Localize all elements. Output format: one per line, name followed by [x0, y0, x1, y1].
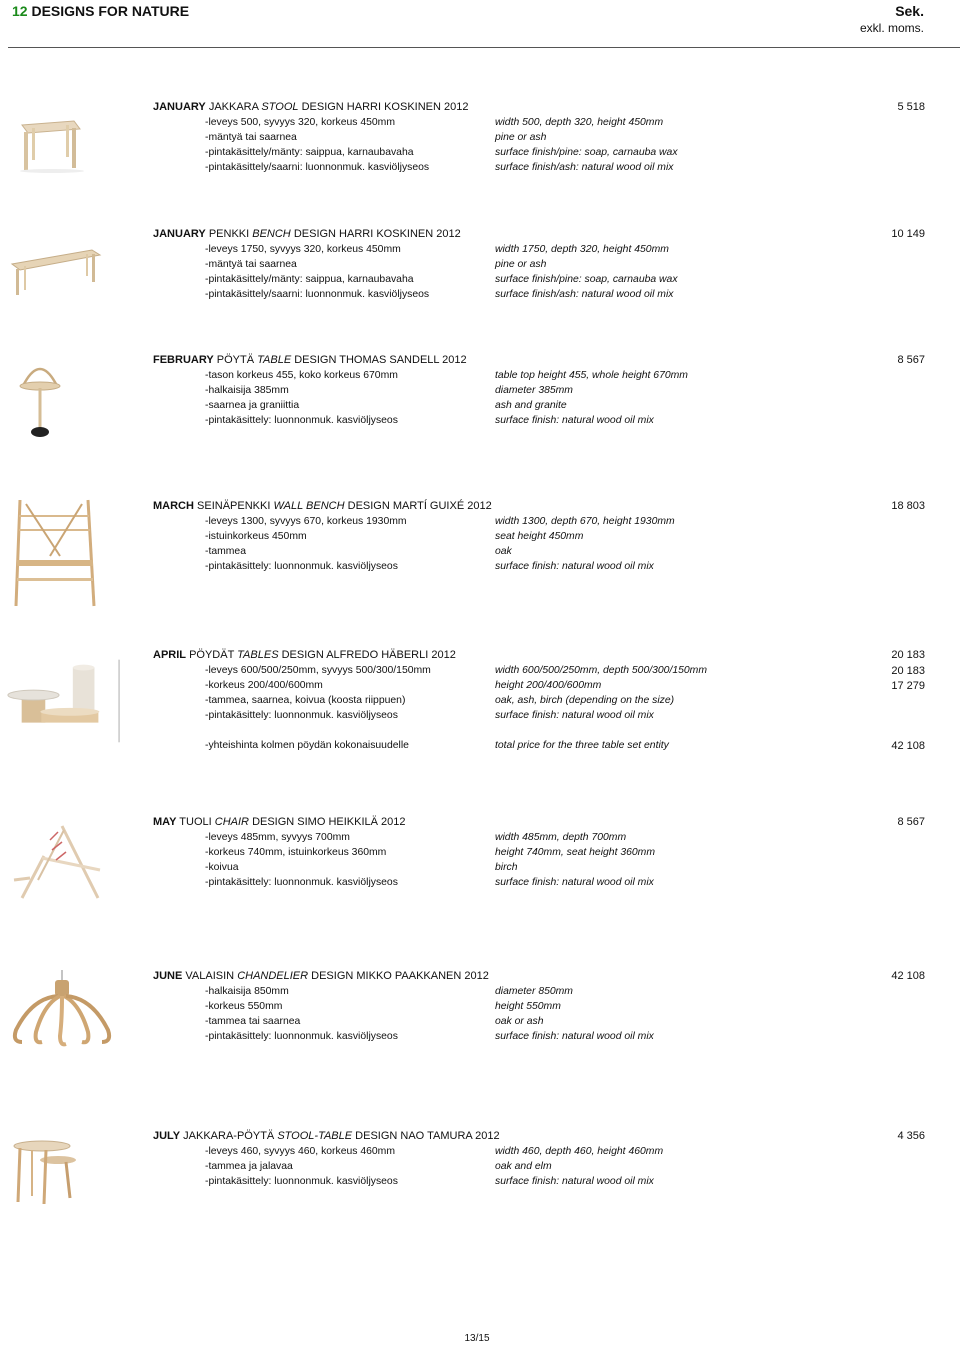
- header-currency: Sek.: [895, 3, 924, 19]
- product-designer: DESIGN MIKKO PAAKKANEN 2012: [311, 970, 489, 982]
- product-designer: DESIGN NAO TAMURA 2012: [355, 1130, 500, 1142]
- spec-en: surface finish: natural wood oil mix: [495, 415, 654, 426]
- spec-fi: -pintakäsittely/mänty: saippua, karnaubavaha: [205, 274, 414, 285]
- product-price: 20 183: [891, 649, 925, 661]
- tables-image: [2, 655, 122, 745]
- product-title: [153, 970, 489, 982]
- spec-fi: -istuinkorkeus 450mm: [205, 531, 307, 542]
- product-designer: DESIGN MARTÍ GUIXÉ 2012: [347, 500, 492, 512]
- product-price: 18 803: [891, 500, 925, 512]
- spec-fi: -leveys 460, syvyys 460, korkeus 460mm: [205, 1146, 395, 1157]
- product-price: 5 518: [897, 101, 925, 113]
- product-month: JANUARY: [153, 228, 206, 240]
- spec-en: oak, ash, birch (depending on the size): [495, 695, 675, 706]
- spec-fi: -korkeus 200/400/600mm: [205, 680, 323, 691]
- product-designer: DESIGN SIMO HEIKKILÄ 2012: [252, 816, 406, 828]
- header-divider: [8, 47, 960, 48]
- spec-fi: -pintakäsittely: luonnonmuk. kasviöljyseos: [205, 561, 398, 572]
- product-price: 10 149: [891, 228, 925, 240]
- product-title: [153, 354, 467, 366]
- spec-en: height 740mm, seat height 360mm: [495, 847, 655, 858]
- chandelier-image: [2, 970, 122, 1060]
- spec-fi: -mäntyä tai saarnea: [205, 132, 297, 143]
- chair-image: [2, 820, 122, 906]
- wall-bench-image: [2, 496, 122, 612]
- product-designer: DESIGN ALFREDO HÄBERLI 2012: [281, 649, 456, 661]
- product-name-en: BENCH: [252, 228, 291, 240]
- product-title: [153, 816, 406, 828]
- total-price: 42 108: [891, 740, 925, 752]
- spec-en: surface finish/pine: soap, carnauba wax: [495, 147, 678, 158]
- page-header-title: [12, 3, 189, 19]
- spec-en: diameter 850mm: [495, 986, 573, 997]
- spec-en: height 200/400/600mm: [495, 680, 602, 691]
- spec-en: width 600/500/250mm, depth 500/300/150mm: [495, 665, 707, 676]
- product-designer: DESIGN HARRI KOSKINEN 2012: [293, 228, 461, 240]
- spec-fi: -tammea tai saarnea: [205, 1016, 301, 1027]
- header-title: DESIGNS FOR NATURE: [31, 3, 190, 19]
- product-price: 17 279: [891, 680, 925, 692]
- spec-en: surface finish: natural wood oil mix: [495, 1031, 654, 1042]
- spec-fi: -pintakäsittely: luonnonmuk. kasviöljyseos: [205, 1031, 398, 1042]
- total-label-fi: -yhteishinta kolmen pöydän kokonaisuudelle: [205, 740, 409, 751]
- spec-en: surface finish: natural wood oil mix: [495, 710, 654, 721]
- product-name-fi: JAKKARA: [208, 101, 259, 113]
- table-image: [2, 356, 122, 446]
- spec-en: oak and elm: [495, 1161, 552, 1172]
- product-title: [153, 101, 468, 113]
- bench-image: [2, 242, 122, 302]
- product-month: FEBRUARY: [153, 354, 214, 366]
- total-label-en: total price for the three table set entity: [495, 740, 669, 751]
- product-name-en: WALL BENCH: [273, 500, 345, 512]
- product-name-en: TABLE: [257, 354, 292, 366]
- product-price: 4 356: [897, 1130, 925, 1142]
- spec-en: width 500, depth 320, height 450mm: [495, 117, 664, 128]
- stool-image: [2, 115, 122, 175]
- spec-en: width 1750, depth 320, height 450mm: [495, 244, 669, 255]
- stool-table-image: [2, 1132, 122, 1208]
- product-month: APRIL: [153, 649, 186, 661]
- spec-fi: -halkaisija 385mm: [205, 385, 289, 396]
- product-title: [153, 228, 461, 240]
- product-name-fi: SEINÄPENKKI: [197, 500, 271, 512]
- spec-en: surface finish: natural wood oil mix: [495, 1176, 654, 1187]
- product-title: [153, 500, 492, 512]
- spec-fi: -halkaisija 850mm: [205, 986, 289, 997]
- product-month: JULY: [153, 1130, 181, 1142]
- product-month: JUNE: [153, 970, 183, 982]
- spec-en: birch: [495, 862, 518, 873]
- spec-fi: -tason korkeus 455, koko korkeus 670mm: [205, 370, 398, 381]
- spec-fi: -mäntyä tai saarnea: [205, 259, 297, 270]
- spec-fi: -tammea ja jalavaa: [205, 1161, 293, 1172]
- spec-fi: -koivua: [205, 862, 239, 873]
- product-name-fi: PÖYDÄT: [189, 649, 235, 661]
- spec-en: surface finish: natural wood oil mix: [495, 877, 654, 888]
- product-price: 8 567: [897, 354, 925, 366]
- product-price: 20 183: [891, 665, 925, 677]
- page-number-text: 13/15: [464, 1333, 490, 1344]
- product-name-fi: PÖYTÄ: [216, 354, 255, 366]
- product-name-fi: PENKKI: [208, 228, 250, 240]
- spec-fi: -leveys 485mm, syvyys 700mm: [205, 832, 350, 843]
- spec-fi: -korkeus 740mm, istuinkorkeus 360mm: [205, 847, 387, 858]
- product-price: 8 567: [897, 816, 925, 828]
- product-name-fi: JAKKARA-PÖYTÄ: [183, 1130, 275, 1142]
- spec-en: diameter 385mm: [495, 385, 573, 396]
- spec-fi: -tammea, saarnea, koivua (koosta riippuen): [205, 695, 406, 706]
- product-month: MARCH: [153, 500, 194, 512]
- spec-en: surface finish: natural wood oil mix: [495, 561, 654, 572]
- spec-en: pine or ash: [495, 132, 547, 143]
- spec-fi: -pintakäsittely: luonnonmuk. kasviöljyseos: [205, 415, 398, 426]
- product-name-fi: TUOLI: [179, 816, 212, 828]
- spec-fi: -pintakäsittely: luonnonmuk. kasviöljyseos: [205, 710, 398, 721]
- product-name-en: STOOL: [261, 101, 299, 113]
- header-number: 12: [12, 3, 28, 19]
- spec-en: oak: [495, 546, 512, 557]
- product-price: 42 108: [891, 970, 925, 982]
- spec-fi: -pintakäsittely: luonnonmuk. kasviöljyseos: [205, 1176, 398, 1187]
- spec-en: oak or ash: [495, 1016, 544, 1027]
- spec-fi: -saarnea ja graniittia: [205, 400, 300, 411]
- spec-fi: -leveys 1300, syvyys 670, korkeus 1930mm: [205, 516, 407, 527]
- spec-en: width 1300, depth 670, height 1930mm: [495, 516, 675, 527]
- product-title: [153, 1130, 500, 1142]
- header-currency-block: [860, 3, 924, 37]
- product-name-fi: VALAISIN: [185, 970, 235, 982]
- spec-fi: -pintakäsittely: luonnonmuk. kasviöljyseos: [205, 877, 398, 888]
- spec-en: seat height 450mm: [495, 531, 584, 542]
- product-name-en: CHANDELIER: [237, 970, 309, 982]
- spec-fi: -leveys 1750, syvyys 320, korkeus 450mm: [205, 244, 401, 255]
- spec-fi: -pintakäsittely/saarni: luonnonmuk. kasviöljyseos: [205, 162, 430, 173]
- spec-en: pine or ash: [495, 259, 547, 270]
- spec-en: surface finish/pine: soap, carnauba wax: [495, 274, 678, 285]
- spec-en: width 460, depth 460, height 460mm: [495, 1146, 664, 1157]
- product-name-en: STOOL-TABLE: [277, 1130, 353, 1142]
- spec-fi: -tammea: [205, 546, 246, 557]
- product-name-en: TABLES: [237, 649, 279, 661]
- spec-fi: -pintakäsittely/mänty: saippua, karnaubavaha: [205, 147, 414, 158]
- spec-fi: -leveys 600/500/250mm, syvyys 500/300/150mm: [205, 665, 431, 676]
- product-title: [153, 649, 456, 661]
- product-designer: DESIGN HARRI KOSKINEN 2012: [301, 101, 469, 113]
- spec-en: table top height 455, whole height 670mm: [495, 370, 688, 381]
- spec-en: width 485mm, depth 700mm: [495, 832, 627, 843]
- product-name-en: CHAIR: [214, 816, 249, 828]
- page-number: [0, 1333, 960, 1344]
- spec-fi: -korkeus 550mm: [205, 1001, 283, 1012]
- header-vat-note: exkl. moms.: [859, 21, 924, 35]
- spec-fi: -leveys 500, syvyys 320, korkeus 450mm: [205, 117, 395, 128]
- product-designer: DESIGN THOMAS SANDELL 2012: [294, 354, 467, 366]
- spec-en: height 550mm: [495, 1001, 561, 1012]
- product-month: MAY: [153, 816, 177, 828]
- spec-en: surface finish/ash: natural wood oil mix: [495, 162, 674, 173]
- spec-fi: -pintakäsittely/saarni: luonnonmuk. kasviöljyseos: [205, 289, 430, 300]
- product-month: JANUARY: [153, 101, 206, 113]
- spec-en: surface finish/ash: natural wood oil mix: [495, 289, 674, 300]
- spec-en: ash and granite: [495, 400, 567, 411]
